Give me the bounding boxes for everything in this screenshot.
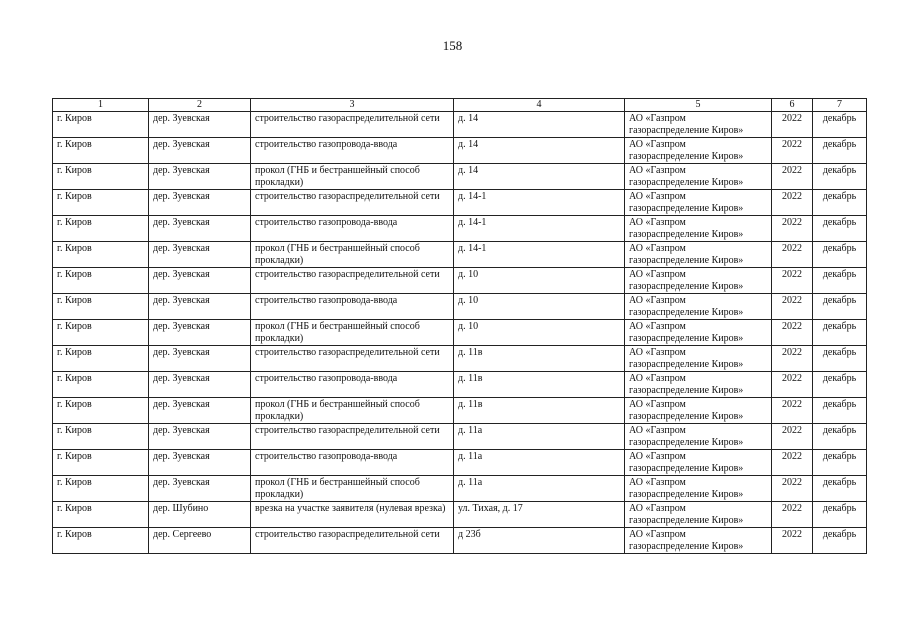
organization-cell: АО «Газпром газораспределение Киров» [625,190,772,216]
month-cell: декабрь [813,346,867,372]
year-cell: 2022 [772,424,813,450]
year-cell: 2022 [772,242,813,268]
month-cell: декабрь [813,294,867,320]
work-type-cell: строительство газопровода-ввода [251,138,454,164]
city-cell: г. Киров [53,138,149,164]
village-cell: дер. Зуевская [149,424,251,450]
month-cell: декабрь [813,164,867,190]
month-cell: декабрь [813,268,867,294]
table-row [53,268,867,294]
organization-cell: АО «Газпром газораспределение Киров» [625,242,772,268]
village-cell: дер. Зуевская [149,216,251,242]
registry-table [52,98,867,554]
organization-cell: АО «Газпром газораспределение Киров» [625,320,772,346]
village-cell: дер. Зуевская [149,242,251,268]
work-type-cell: строительство газопровода-ввода [251,294,454,320]
year-cell: 2022 [772,398,813,424]
year-cell: 2022 [772,268,813,294]
year-cell: 2022 [772,216,813,242]
year-cell: 2022 [772,346,813,372]
city-cell: г. Киров [53,268,149,294]
year-cell: 2022 [772,112,813,138]
city-cell: г. Киров [53,450,149,476]
city-cell: г. Киров [53,164,149,190]
organization-cell: АО «Газпром газораспределение Киров» [625,138,772,164]
village-cell: дер. Зуевская [149,450,251,476]
village-cell: дер. Зуевская [149,268,251,294]
organization-cell: АО «Газпром газораспределение Киров» [625,450,772,476]
village-cell: дер. Зуевская [149,190,251,216]
organization-cell: АО «Газпром газораспределение Киров» [625,112,772,138]
work-type-cell: строительство газораспределительной сети [251,424,454,450]
month-cell: декабрь [813,216,867,242]
table-row [53,190,867,216]
village-cell: дер. Зуевская [149,398,251,424]
year-cell: 2022 [772,476,813,502]
village-cell: дер. Зуевская [149,112,251,138]
village-cell: дер. Зуевская [149,294,251,320]
month-cell: декабрь [813,320,867,346]
month-cell: декабрь [813,528,867,554]
city-cell: г. Киров [53,372,149,398]
month-cell: декабрь [813,424,867,450]
work-type-cell: строительство газораспределительной сети [251,112,454,138]
work-type-cell: строительство газораспределительной сети [251,268,454,294]
year-cell: 2022 [772,320,813,346]
page-number: 158 [442,38,463,53]
month-cell: декабрь [813,138,867,164]
address-cell: д 23б [454,528,625,554]
column-header: 6 [772,99,813,112]
year-cell: 2022 [772,502,813,528]
table-row [53,320,867,346]
address-cell: д. 14 [454,138,625,164]
city-cell: г. Киров [53,476,149,502]
organization-cell: АО «Газпром газораспределение Киров» [625,476,772,502]
table-row [53,112,867,138]
table-row [53,528,867,554]
table-row [53,216,867,242]
organization-cell: АО «Газпром газораспределение Киров» [625,528,772,554]
month-cell: декабрь [813,372,867,398]
organization-cell: АО «Газпром газораспределение Киров» [625,372,772,398]
month-cell: декабрь [813,242,867,268]
address-cell: д. 11а [454,476,625,502]
table-row [53,424,867,450]
city-cell: г. Киров [53,320,149,346]
work-type-cell: строительство газораспределительной сети [251,346,454,372]
table-row [53,372,867,398]
village-cell: дер. Зуевская [149,372,251,398]
year-cell: 2022 [772,294,813,320]
village-cell: дер. Шубино [149,502,251,528]
address-cell: д. 14-1 [454,216,625,242]
work-type-cell: прокол (ГНБ и бестраншейный способ прокладки) [251,242,454,268]
month-cell: декабрь [813,398,867,424]
month-cell: декабрь [813,476,867,502]
table-row [53,242,867,268]
organization-cell: АО «Газпром газораспределение Киров» [625,294,772,320]
address-cell: д. 11в [454,372,625,398]
year-cell: 2022 [772,164,813,190]
village-cell: дер. Зуевская [149,164,251,190]
village-cell: дер. Сергеево [149,528,251,554]
header-row [53,99,867,112]
address-cell: д. 14 [454,164,625,190]
village-cell: дер. Зуевская [149,138,251,164]
column-header: 2 [149,99,251,112]
organization-cell: АО «Газпром газораспределение Киров» [625,398,772,424]
city-cell: г. Киров [53,398,149,424]
year-cell: 2022 [772,372,813,398]
table-row [53,502,867,528]
work-type-cell: прокол (ГНБ и бестраншейный способ прокладки) [251,164,454,190]
address-cell: д. 14-1 [454,242,625,268]
city-cell: г. Киров [53,190,149,216]
month-cell: декабрь [813,190,867,216]
work-type-cell: прокол (ГНБ и бестраншейный способ прокладки) [251,476,454,502]
village-cell: дер. Зуевская [149,476,251,502]
organization-cell: АО «Газпром газораспределение Киров» [625,268,772,294]
work-type-cell: строительство газораспределительной сети [251,190,454,216]
city-cell: г. Киров [53,216,149,242]
work-type-cell: строительство газопровода-ввода [251,372,454,398]
city-cell: г. Киров [53,502,149,528]
address-cell: д. 11а [454,424,625,450]
village-cell: дер. Зуевская [149,320,251,346]
column-header: 7 [813,99,867,112]
work-type-cell: прокол (ГНБ и бестраншейный способ прокладки) [251,320,454,346]
month-cell: декабрь [813,502,867,528]
table-row [53,476,867,502]
city-cell: г. Киров [53,528,149,554]
organization-cell: АО «Газпром газораспределение Киров» [625,424,772,450]
year-cell: 2022 [772,528,813,554]
column-header: 1 [53,99,149,112]
work-type-cell: строительство газопровода-ввода [251,450,454,476]
address-cell: д. 11в [454,346,625,372]
column-header: 3 [251,99,454,112]
city-cell: г. Киров [53,346,149,372]
work-type-cell: строительство газопровода-ввода [251,216,454,242]
address-cell: д. 14-1 [454,190,625,216]
organization-cell: АО «Газпром газораспределение Киров» [625,164,772,190]
month-cell: декабрь [813,450,867,476]
address-cell: д. 10 [454,320,625,346]
table-row [53,138,867,164]
year-cell: 2022 [772,138,813,164]
address-cell: ул. Тихая, д. 17 [454,502,625,528]
organization-cell: АО «Газпром газораспределение Киров» [625,346,772,372]
table-row [53,398,867,424]
work-type-cell: строительство газораспределительной сети [251,528,454,554]
city-cell: г. Киров [53,242,149,268]
address-cell: д. 11в [454,398,625,424]
address-cell: д. 10 [454,294,625,320]
table-row [53,346,867,372]
city-cell: г. Киров [53,424,149,450]
year-cell: 2022 [772,190,813,216]
table-row [53,294,867,320]
column-header: 5 [625,99,772,112]
month-cell: декабрь [813,112,867,138]
city-cell: г. Киров [53,294,149,320]
organization-cell: АО «Газпром газораспределение Киров» [625,502,772,528]
table-row [53,164,867,190]
work-type-cell: врезка на участке заявителя (нулевая врезка) [251,502,454,528]
table-row [53,450,867,476]
organization-cell: АО «Газпром газораспределение Киров» [625,216,772,242]
year-cell: 2022 [772,450,813,476]
city-cell: г. Киров [53,112,149,138]
column-header: 4 [454,99,625,112]
table-body [53,112,867,554]
address-cell: д. 10 [454,268,625,294]
address-cell: д. 11а [454,450,625,476]
village-cell: дер. Зуевская [149,346,251,372]
work-type-cell: прокол (ГНБ и бестраншейный способ прокладки) [251,398,454,424]
address-cell: д. 14 [454,112,625,138]
